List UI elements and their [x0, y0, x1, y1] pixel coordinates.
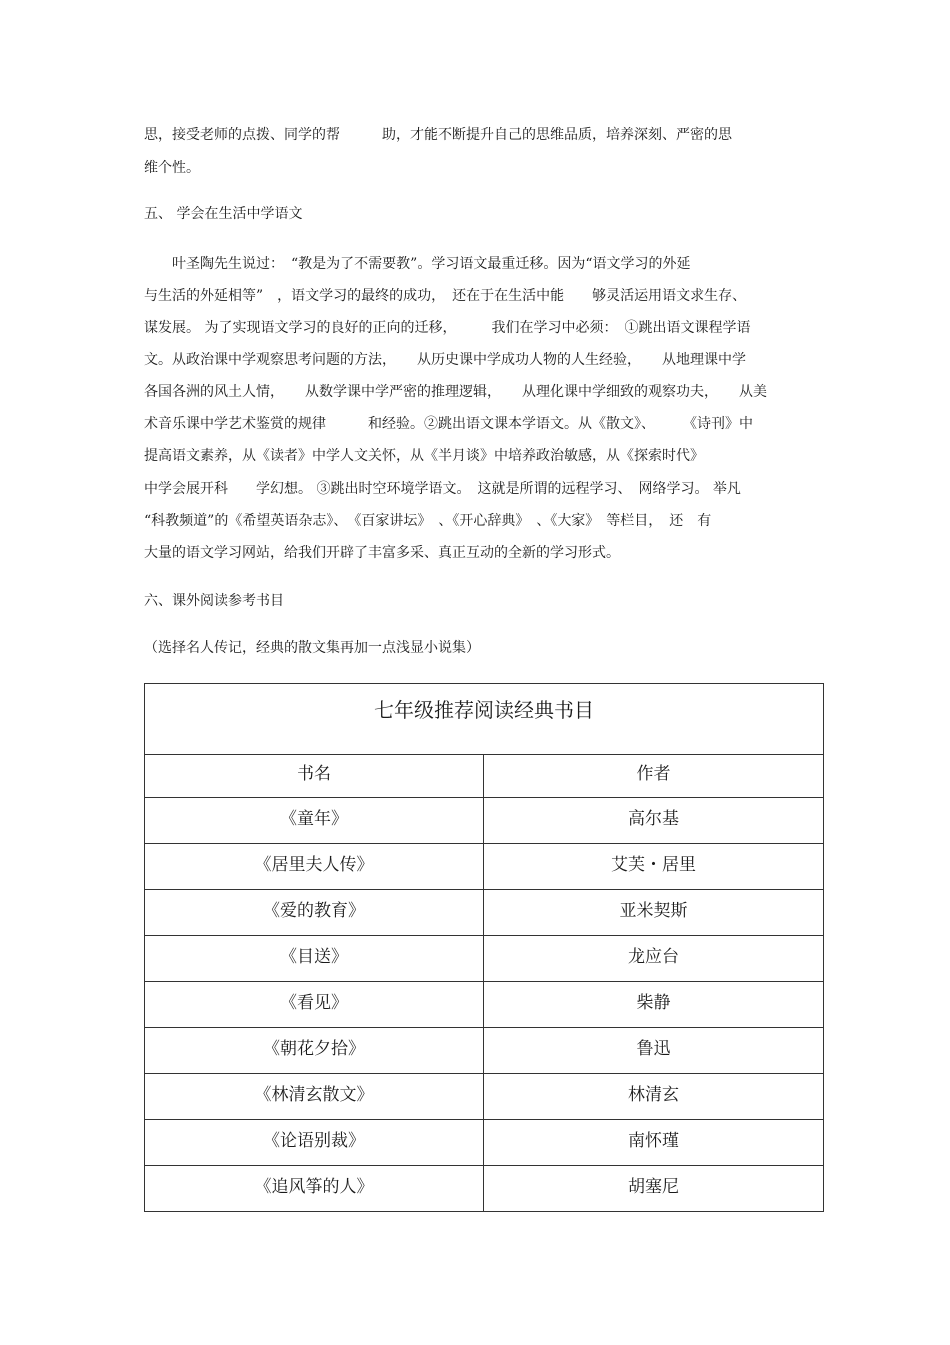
- book-title-cell: 《目送》: [145, 936, 484, 982]
- book-list-table: [144, 683, 824, 1212]
- header-author: 作者: [484, 755, 824, 798]
- header-book-name: 书名: [145, 755, 484, 798]
- author-cell: 亚米契斯: [484, 890, 824, 936]
- paragraph-line: 提高语文素养，从《读者》中学人文关怀，从《半月谈》中培养政治敏感，从《探索时代》: [144, 448, 704, 464]
- section-heading-5: 五、 学会在生活中学语文: [144, 206, 303, 222]
- book-title-cell: 《追风筝的人》: [145, 1166, 484, 1212]
- author-cell: 艾芙・居里: [484, 844, 824, 890]
- section-heading-6: 六、课外阅读参考书目: [144, 593, 284, 609]
- book-title-cell: 《林清玄散文》: [145, 1074, 484, 1120]
- paragraph-line: 谋发展。 为了实现语文学习的良好的正向的迁移， 我们在学习中必须： ①跳出语文课程学语: [144, 320, 751, 336]
- author-cell: 柴静: [484, 982, 824, 1028]
- book-title-cell: 《论语别裁》: [145, 1120, 484, 1166]
- table-row: [145, 936, 824, 982]
- table-row: [145, 798, 824, 844]
- author-cell: 林清玄: [484, 1074, 824, 1120]
- author-cell: 高尔基: [484, 798, 824, 844]
- paragraph-line: 文。从政治课中学观察思考问题的方法， 从历史课中学成功人物的人生经验， 从地理课中学: [144, 352, 746, 368]
- author-cell: 胡塞尼: [484, 1166, 824, 1212]
- paragraph-line: 思，接受老师的点拨、同学的帮 助，才能不断提升自己的思维品质，培养深刻、严密的思: [144, 127, 732, 143]
- paragraph-line: 大量的语文学习网站，给我们开辟了丰富多采、真正互动的全新的学习形式。: [144, 545, 620, 561]
- section-note: （选择名人传记，经典的散文集再加一点浅显小说集）: [144, 640, 480, 656]
- table-row: [145, 1120, 824, 1166]
- book-title-cell: 《朝花夕拾》: [145, 1028, 484, 1074]
- paragraph-line: 与生活的外延相等” ，语文学习的最终的成功， 还在于在生活中能 够灵活运用语文求生存、: [144, 288, 747, 304]
- paragraph-line: 中学会展开科 学幻想。 ③跳出时空环境学语文。 这就是所谓的远程学习、 网络学习。 举凡: [144, 481, 741, 497]
- book-title-cell: 《爱的教育》: [145, 890, 484, 936]
- author-cell: 鲁迅: [484, 1028, 824, 1074]
- table-row: [145, 1028, 824, 1074]
- book-title-cell: 《居里夫人传》: [145, 844, 484, 890]
- paragraph-line: 各国各洲的风土人情， 从数学课中学严密的推理逻辑， 从理化课中学细致的观察功夫， 从美: [144, 384, 767, 400]
- book-title-cell: 《看见》: [145, 982, 484, 1028]
- paragraph-line: 叶圣陶先生说过： “教是为了不需要教”。学习语文最重迁移。因为“语文学习的外延: [144, 256, 691, 272]
- book-title-cell: 《童年》: [145, 798, 484, 844]
- table-row: [145, 1074, 824, 1120]
- author-cell: 龙应台: [484, 936, 824, 982]
- paragraph-line: “科教频道”的《希望英语杂志》、 《百家讲坛》 、《开心辞典》 、《大家》 等栏目， 还 有: [144, 513, 712, 529]
- table-row: [145, 844, 824, 890]
- table-row: [145, 1166, 824, 1212]
- paragraph-line: 维个性。: [144, 160, 200, 176]
- table-row: [145, 982, 824, 1028]
- author-cell: 南怀瑾: [484, 1120, 824, 1166]
- table-row: [145, 890, 824, 936]
- paragraph-line: 术音乐课中学艺术鉴赏的规律 和经验。②跳出语文课本学语文。从《散文》、 《诗刊》中: [144, 416, 753, 432]
- table-title: 七年级推荐阅读经典书目: [145, 684, 824, 755]
